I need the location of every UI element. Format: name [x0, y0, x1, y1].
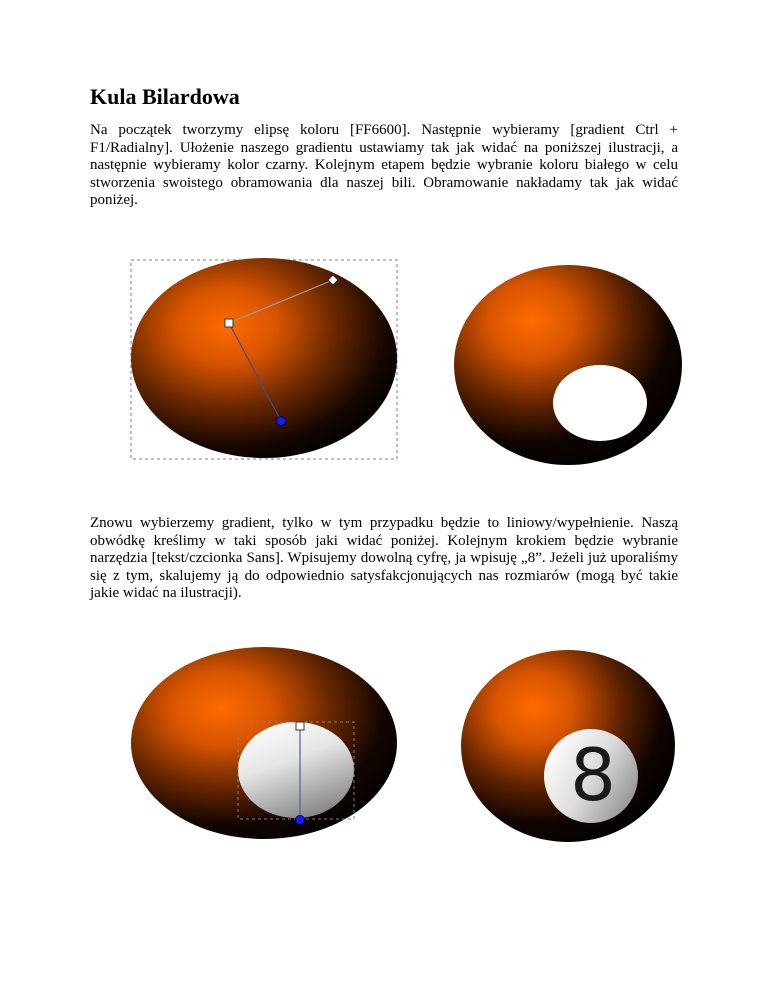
ball-ellipse-right — [454, 265, 682, 465]
linear-gradient-border-ellipse — [238, 722, 354, 818]
illustration-linear-gradient-step — [0, 640, 768, 840]
ball-with-white-border — [454, 265, 682, 465]
illustration-1-canvas — [0, 250, 768, 475]
linear-gradient-end-handle-icon[interactable] — [296, 816, 305, 825]
paragraph-linear-gradient: Znowu wybierzemy gradient, tylko w tym przypadku będzie to liniowy/wypełnienie. Naszą obwódkę kreślimy w taki sposób jaki widać poniżej. Kolejnym krokiem będzie wybranie narzędzia [tekst/czcionka Sans]. Wpisujemy dowolną cyfrę, ja wpisuję „8”. Jeżeli już uporaliśmy się z tym, skalujemy ją do odpowiednio satysfakcjonujących nas rozmiarów (mogą być takie jakie widać na ilustracji). — [90, 515, 678, 602]
illustration-radial-gradient-step — [0, 250, 768, 475]
illustration-2-canvas — [0, 640, 768, 840]
paragraph-intro: Na początek tworzymy elipsę koloru [FF6600]. Następnie wybieramy [gradient Ctrl + F1/Radialny]. Ułożenie naszego gradientu ustawiamy tak jak widać na poniższej ilustracji, a następnie wybieramy kolor czarny. Kolejnym etapem będzie wybranie koloru białego w celu stworzenia swoistego obramowania dla naszej bili. Obramowanie nakładamy tak jak widać poniżej. — [90, 122, 678, 209]
ball-with-linear-gradient — [131, 647, 397, 839]
gradient-end-handle-icon[interactable] — [277, 417, 286, 426]
gradient-center-handle-icon[interactable] — [225, 319, 233, 327]
ball-number: 8 — [570, 733, 616, 817]
linear-gradient-start-handle-icon[interactable] — [296, 722, 304, 730]
ball-with-gradient-handles — [131, 258, 397, 459]
document-title: Kula Bilardowa — [90, 84, 240, 109]
finished-billiard-ball — [461, 650, 675, 842]
ball-ellipse — [131, 258, 397, 458]
white-border-ellipse — [553, 365, 647, 441]
